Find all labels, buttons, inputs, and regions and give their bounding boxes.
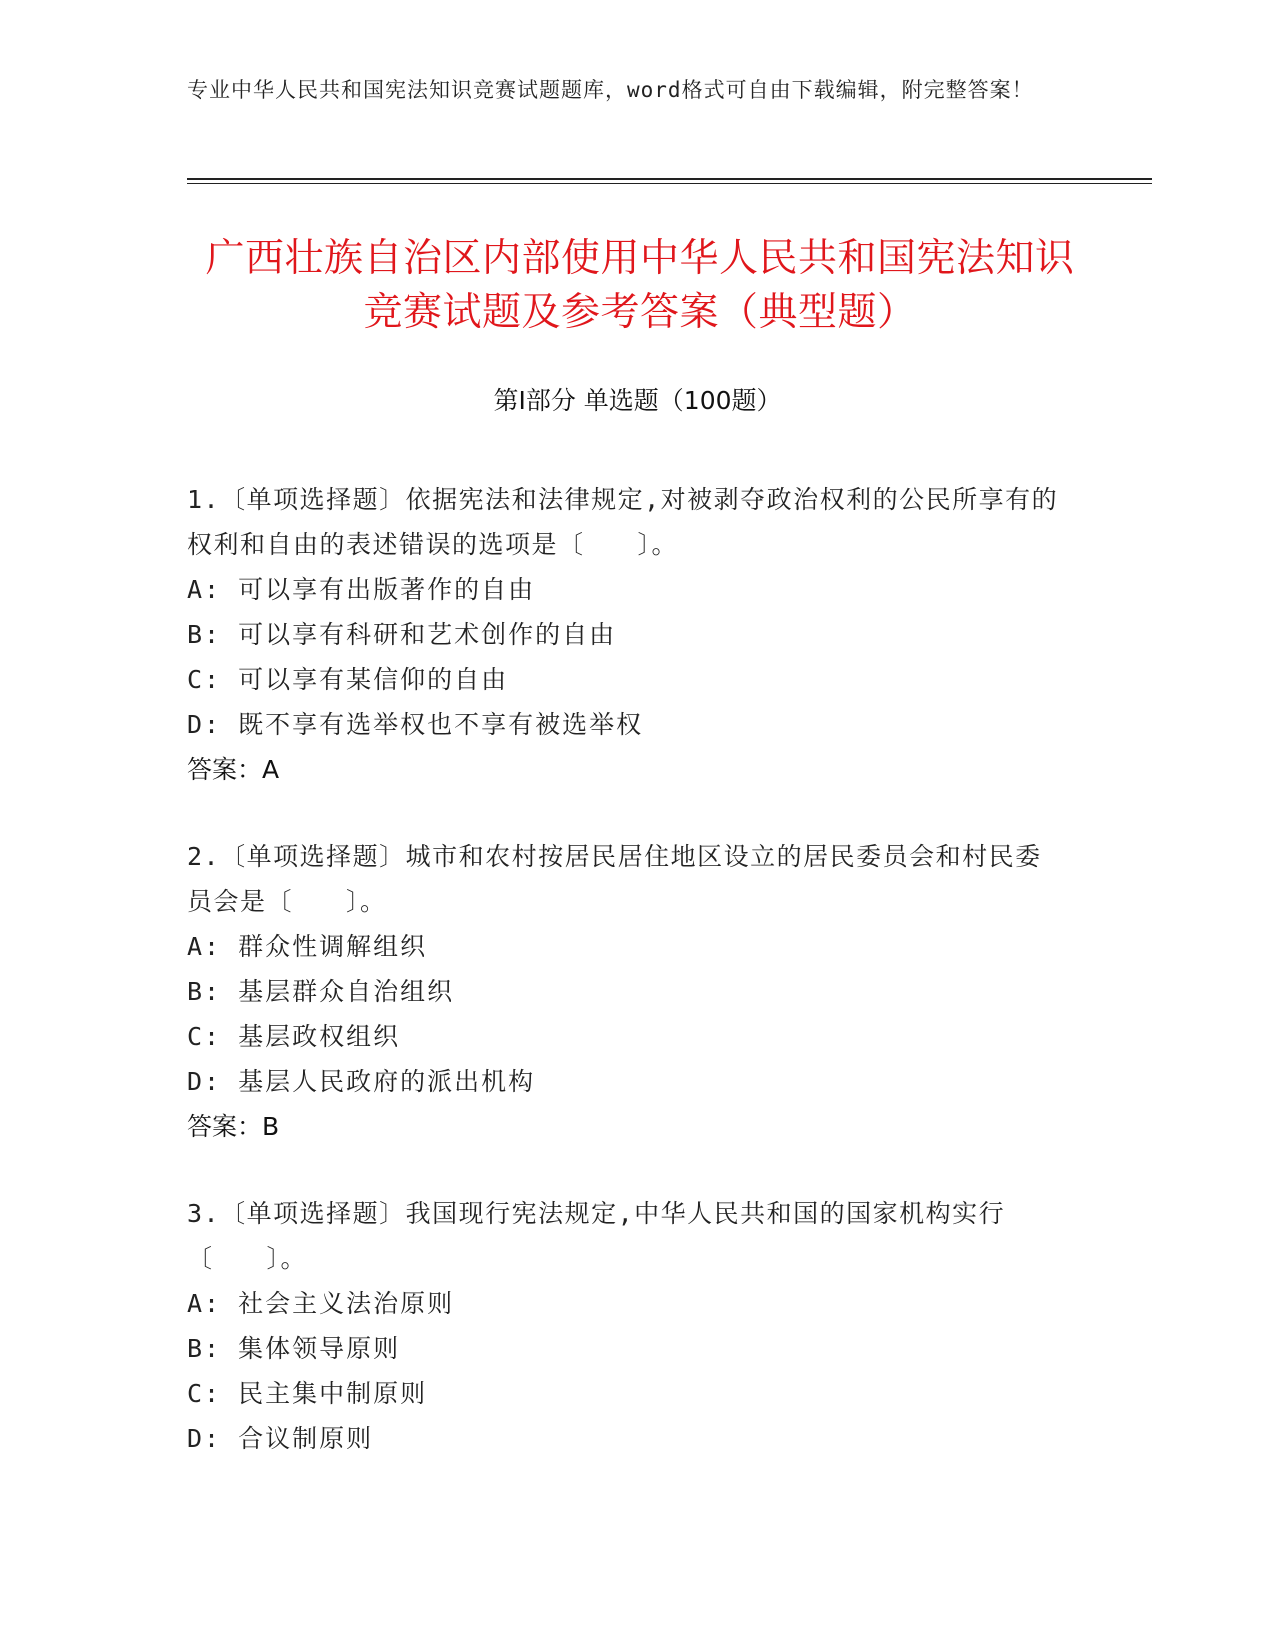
option-c: C: 民主集中制原则 [187, 1379, 428, 1408]
question-list [187, 477, 1067, 1461]
question-stem: 2.〔单项选择题〕城市和农村按居民居住地区设立的居民委员会和村民委员会是〔 〕。 [187, 842, 1042, 916]
option-d: D: 基层人民政府的派出机构 [187, 1067, 536, 1096]
option-a: A: 可以享有出版著作的自由 [187, 575, 536, 604]
header-note: 专业中华人民共和国宪法知识竞赛试题题库，word格式可自由下载编辑，附完整答案！ [187, 78, 1034, 102]
option-b: B: 集体领导原则 [187, 1334, 401, 1363]
question-3 [187, 1191, 1067, 1461]
answer: 答案：B [187, 1112, 280, 1141]
question-stem: 3.〔单项选择题〕我国现行宪法规定,中华人民共和国的国家机构实行〔 〕。 [187, 1199, 1006, 1273]
option-a: A: 社会主义法治原则 [187, 1289, 455, 1318]
header-rule-thin [187, 183, 1152, 184]
document-title: 广西壮族自治区内部使用中华人民共和国宪法知识竞赛试题及参考答案（典型题） [205, 236, 1075, 335]
option-a: A: 群众性调解组织 [187, 932, 428, 961]
header-rule-thick [187, 178, 1152, 180]
option-c: C: 基层政权组织 [187, 1022, 401, 1051]
section-title: 第Ⅰ部分 单选题（100题） [493, 386, 782, 415]
question-1 [187, 477, 1067, 792]
spacer [187, 1149, 1067, 1191]
question-stem: 1.〔单项选择题〕依据宪法和法律规定,对被剥夺政治权利的公民所享有的权利和自由的表述错误的选项是〔 〕。 [187, 485, 1059, 559]
option-c: C: 可以享有某信仰的自由 [187, 665, 509, 694]
option-b: B: 基层群众自治组织 [187, 977, 455, 1006]
answer: 答案：A [187, 755, 280, 784]
option-b: B: 可以享有科研和艺术创作的自由 [187, 620, 617, 649]
spacer [187, 792, 1067, 834]
option-d: D: 合议制原则 [187, 1424, 374, 1453]
option-d: D: 既不享有选举权也不享有被选举权 [187, 710, 644, 739]
question-2 [187, 834, 1067, 1149]
